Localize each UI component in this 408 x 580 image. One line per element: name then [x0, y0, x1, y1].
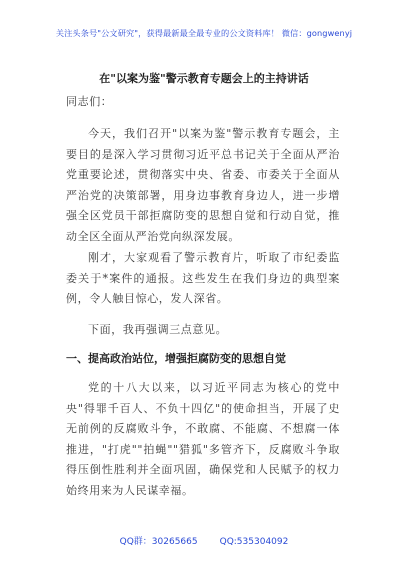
paragraph-section-one [66, 378, 340, 501]
footer-qq: QQ:535304092 [219, 537, 289, 547]
header-banner: 关注头条号"公文研究"，获得最新最全最专业的公文资料库！ 微信：gongwenyj [55, 28, 353, 38]
paragraph-transition [66, 320, 340, 341]
paragraph-text: 刚才，大家观看了警示教育片，听取了市纪委监委关于*案件的通报。这些发生在我们身边的典型案例，令人触目惊心，发人深省。 [66, 251, 340, 305]
paragraph-text: 今天，我们召开"以案为鉴"警示教育专题会，主要目的是深入学习贯彻习近平总书记关于全面从严治党重要论述，贯彻落实中央、省委、市委关于全面从严治党的决策部署，用身边事教育身边人，进一步增强全区党员干部拒腐防变的思想自觉和行动自觉，推动全区全面从严治党向纵深发展。 [66, 127, 340, 243]
document-title: 在"以案为鉴"警示教育专题会上的主持讲话 [99, 72, 309, 85]
salutation [66, 92, 340, 113]
section-heading: 一、提高政治站位，增强拒腐防变的思想自觉 [66, 352, 286, 365]
paragraph-intro [66, 124, 340, 247]
footer-contact [0, 534, 408, 547]
salutation-text: 同志们： [66, 95, 113, 108]
footer-qq-group: QQ群：30265665 [119, 537, 198, 547]
paragraph-text: 党的十八大以来，以习近平同志为核心的党中央"得罪千百人、不负十四亿"的使命担当，开展了史无前例的反腐败斗争，不敢腐、不能腐、不想腐一体推进，"打虎""拍蝇""猎狐"多管齐下，反腐败斗争取得压倒性胜利并全面巩固，确保党和人民赋予的权力始终用来为人民谋幸福。 [66, 381, 340, 497]
paragraph-video [66, 248, 340, 310]
paragraph-text: 下面，我再强调三点意见。 [88, 323, 228, 336]
